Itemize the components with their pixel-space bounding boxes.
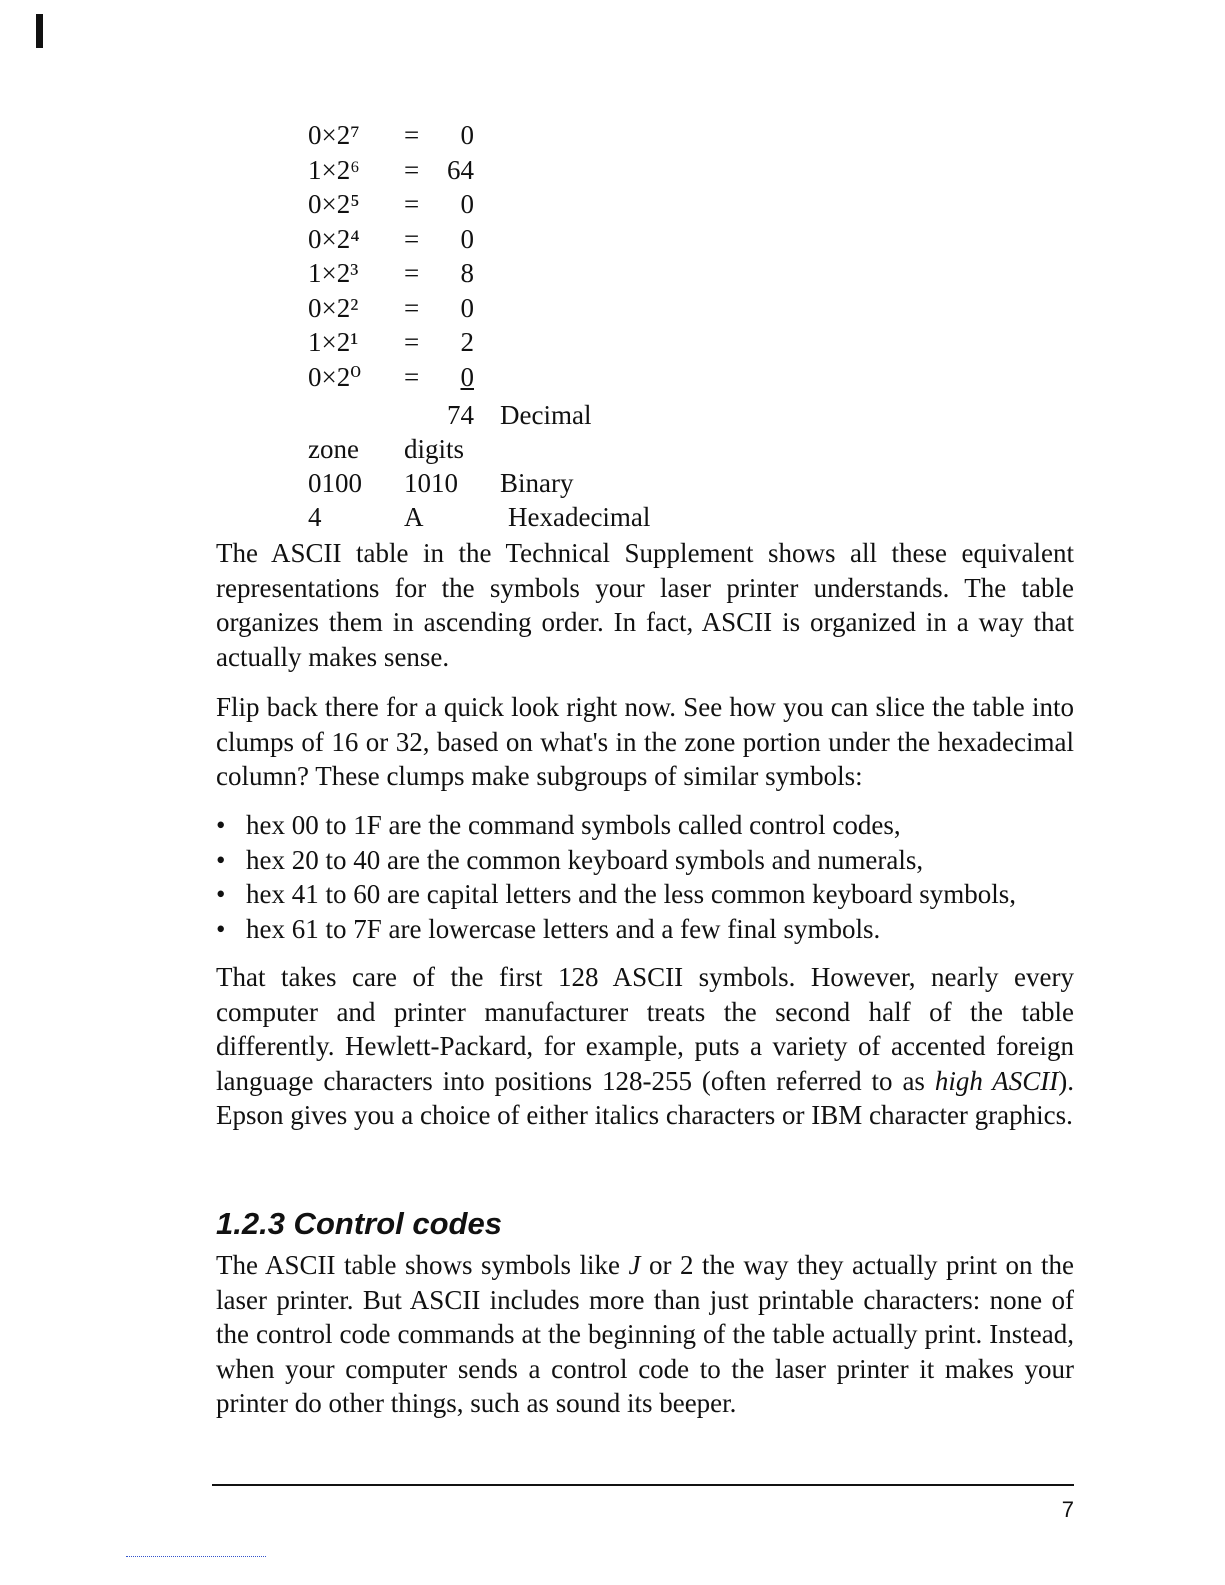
zone-label: zone [308, 434, 359, 464]
bullet-icon: • [216, 810, 226, 840]
equals-sign: = [404, 154, 420, 185]
equals-sign: = [404, 223, 420, 254]
scan-artifact [126, 1556, 266, 1557]
section-heading: 1.2.3 Control codes [216, 1206, 502, 1241]
expansion-value: 2 [460, 327, 474, 357]
decimal-total: 74 [447, 400, 474, 430]
page-number: 7 [1061, 1497, 1074, 1522]
decimal-label: Decimal [500, 400, 592, 430]
binary-digits: 1010 [404, 468, 458, 498]
expansion-term: 1×2³ [308, 258, 359, 288]
paragraph-high-ascii [216, 960, 1074, 1133]
paragraph-text: The ASCII table in the Technical Supplement shows all these equivalent representations for the symbols your laser printer understands. The table organizes them in ascending order. In fact, ASCII is organized in a way that actually makes sense. [216, 538, 1074, 672]
paragraph-segment: ). Epson gives you a choice of either italics characters or IBM character graphics. [216, 1065, 1074, 1130]
footer-rule [212, 1484, 1074, 1486]
paragraph-text [216, 1248, 1074, 1421]
list-item [216, 912, 1086, 947]
bullet-list [216, 808, 1086, 946]
hex-digits: A [404, 502, 424, 532]
paragraph-flip-back [216, 690, 1074, 794]
expansion-term: 0×2⁰ [308, 361, 362, 392]
list-item-text: hex 00 to 1F are the command symbols called control codes, [246, 810, 901, 840]
italic-term: high ASCII [934, 1065, 1059, 1096]
expansion-value: 0 [460, 292, 474, 323]
equals-sign: = [404, 189, 420, 219]
equals-sign: = [404, 258, 420, 288]
paragraph-segment: or 2 the way they actually print on the laser printer. But ASCII includes more than just printable characters: none of the control code commands at the beginning of the table actually print. Instead, when your computer sends a control code to the laser printer it makes your printer do other things, such as sound its beeper. [216, 1250, 1074, 1418]
equals-sign: = [404, 327, 420, 357]
digits-label: digits [404, 434, 465, 464]
paragraph-segment: The ASCII table shows symbols like [216, 1250, 629, 1280]
list-item [216, 843, 1086, 878]
paragraph-text: Flip back there for a quick look right now. See how you can slice the table into clumps of 16 or 32, based on what's in the zone portion under the hexadecimal column? These clumps make subgroups of similar symbols: [216, 692, 1074, 791]
equals-sign: = [404, 292, 420, 323]
hex-label: Hexadecimal [508, 502, 651, 532]
hex-zone: 4 [308, 502, 322, 532]
expansion-term: 0×2² [308, 292, 359, 323]
paragraph-text [216, 960, 1074, 1133]
expansion-value: 0 [460, 120, 474, 150]
expansion-term: 0×2⁷ [308, 120, 360, 150]
bullet-icon: • [216, 913, 226, 944]
equals-sign: = [404, 361, 420, 392]
expansion-value: 8 [460, 258, 474, 288]
expansion-value: 0 [460, 223, 474, 254]
list-item [216, 877, 1086, 912]
paragraph-ascii-table [216, 536, 1074, 674]
bullet-icon: • [216, 879, 226, 909]
bullet-icon: • [216, 844, 226, 875]
expansion-value: 0 [460, 189, 474, 219]
list-item [216, 808, 1086, 843]
list-item-text: hex 61 to 7F are lowercase letters and a few final symbols. [246, 913, 881, 944]
paragraph-control-codes [216, 1248, 1074, 1421]
list-item-text: hex 41 to 60 are capital letters and the less common keyboard symbols, [246, 879, 1017, 909]
equals-sign: = [404, 120, 420, 150]
expansion-term: 1×2¹ [308, 327, 359, 357]
paragraph-segment: That takes care of the first 128 ASCII symbols. However, nearly every computer and printer manufacturer treats the second half of the table differently. Hewlett-Packard, for example, puts a variety of accented foreign language characters into positions 128-255 (often referred to as [216, 962, 1074, 1096]
italic-symbol: J [628, 1250, 641, 1280]
list-item-text: hex 20 to 40 are the common keyboard symbols and numerals, [246, 844, 924, 875]
expansion-term: 0×2⁴ [308, 223, 360, 254]
expansion-value-underlined: 0 [460, 361, 474, 392]
expansion-term: 1×2⁶ [308, 154, 360, 185]
expansion-term: 0×2⁵ [308, 189, 360, 219]
binary-zone: 0100 [308, 468, 362, 498]
expansion-value: 64 [447, 154, 474, 185]
crop-mark [36, 14, 43, 48]
binary-label: Binary [500, 468, 574, 498]
